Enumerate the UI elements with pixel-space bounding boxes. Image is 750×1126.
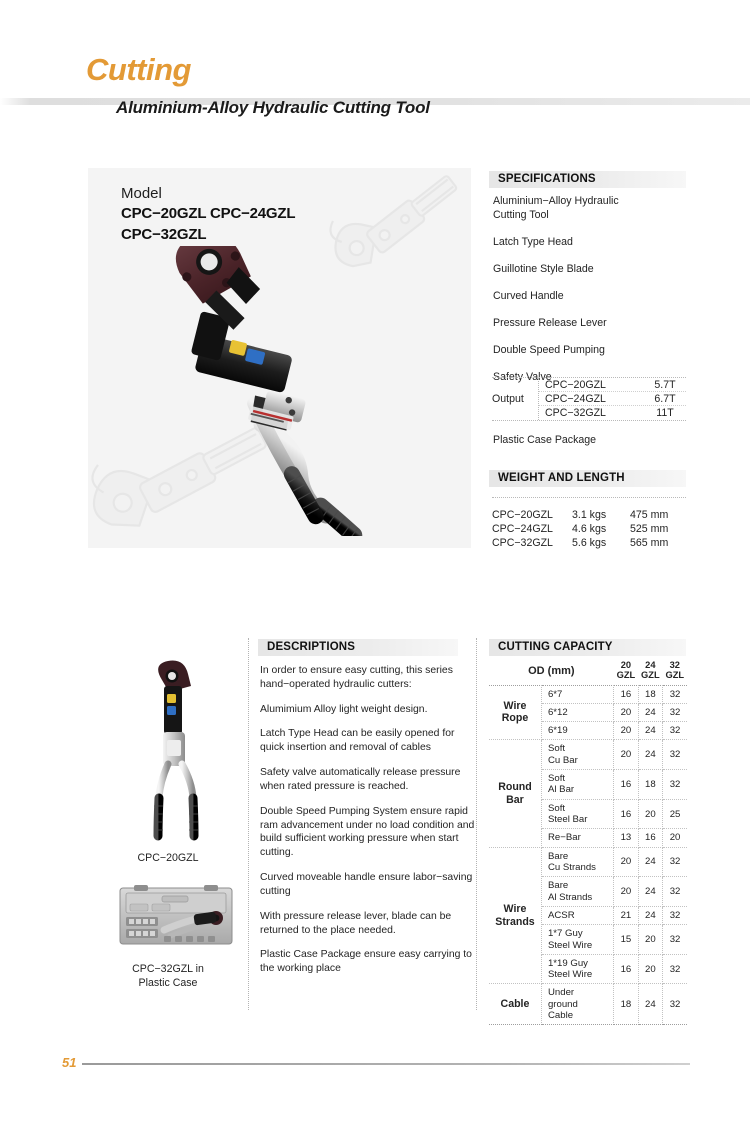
hydraulic-cutter-photo <box>118 246 458 541</box>
cc-value-cell: 16 <box>614 770 638 800</box>
wl-length: 565 mm <box>630 537 669 549</box>
description-paragraph: Plastic Case Package ensure easy carrying to the working place <box>260 949 472 975</box>
plastic-case-photo <box>118 884 234 952</box>
spec-item: Safety Valve <box>493 370 552 383</box>
output-label: Output <box>492 393 524 405</box>
cc-group-label: Round Bar <box>489 740 541 847</box>
output-row <box>539 392 686 406</box>
page-subtitle: Aluminium-Alloy Hydraulic Cutting Tool <box>116 98 430 117</box>
spec-item: Curved Handle <box>493 289 564 302</box>
cc-header-row <box>489 660 687 685</box>
cc-value-cell: 18 <box>638 770 662 800</box>
spec-item: Double Speed Pumping <box>493 343 605 356</box>
cc-model-header: 32 GZL <box>665 660 685 680</box>
cc-value-cell: 24 <box>638 984 662 1025</box>
cc-value-cell: 32 <box>663 685 687 703</box>
weight-length-table <box>492 508 688 550</box>
caption-product-2: CPC−32GZL in Plastic Case <box>132 963 204 990</box>
cc-subtype-label: Bare Cu Strands <box>541 847 613 877</box>
table-row <box>492 508 688 522</box>
page-number: 51 <box>62 1055 77 1070</box>
output-value: 11T <box>656 407 674 419</box>
cc-value-cell: 20 <box>638 954 662 984</box>
cc-value-cell: 32 <box>663 703 687 721</box>
cutting-capacity-heading: CUTTING CAPACITY <box>489 639 686 656</box>
cc-subtype-label: Soft Al Bar <box>541 770 613 800</box>
cc-value-cell: 32 <box>663 722 687 740</box>
table-row <box>489 984 687 1025</box>
description-paragraph: Safety valve automatically release pressure when rated pressure is reached. <box>260 767 461 792</box>
cc-value-cell: 32 <box>663 984 687 1025</box>
cc-subtype-label: Soft Steel Bar <box>541 799 613 829</box>
cc-value-cell: 32 <box>663 954 687 984</box>
cc-value-cell: 32 <box>663 740 687 770</box>
output-model: CPC−32GZL <box>545 407 606 419</box>
cc-group-label: Wire Rope <box>489 685 541 740</box>
weight-length-heading: WEIGHT AND LENGTH <box>489 470 686 487</box>
weight-length-rule <box>492 497 686 498</box>
spec-item: Latch Type Head <box>493 235 573 248</box>
specifications-heading: SPECIFICATIONS <box>489 171 686 188</box>
table-row <box>489 685 687 703</box>
output-model: CPC−24GZL <box>545 392 606 405</box>
model-word: Model <box>121 185 162 202</box>
cc-value-cell: 24 <box>638 877 662 907</box>
column-divider-left <box>248 638 249 1010</box>
wl-model: CPC−24GZL <box>492 523 553 535</box>
cc-subtype-label: 6*19 <box>541 722 613 740</box>
cc-value-cell: 20 <box>663 829 687 847</box>
description-paragraph: Double Speed Pumping System ensure rapid ram advancement under no load condition and build sufficient working pressure when start cutting. <box>260 805 475 859</box>
cc-value-cell: 18 <box>614 984 638 1025</box>
output-row <box>539 378 686 392</box>
cc-value-cell: 32 <box>663 925 687 955</box>
cc-value-cell: 15 <box>614 925 638 955</box>
caption-product-1: CPC−20GZL <box>137 852 199 864</box>
cc-subtype-label: Bare Al Strands <box>541 877 613 907</box>
cc-subtype-label: Re−Bar <box>541 829 613 847</box>
model-codes-line-1: CPC−20GZL CPC−24GZL <box>121 205 296 223</box>
spec-item: Pressure Release Lever <box>493 316 607 329</box>
wl-weight: 4.6 kgs <box>572 523 607 535</box>
product-photo-panel <box>88 168 471 548</box>
cc-value-cell: 20 <box>614 722 638 740</box>
spec-item-plastic-case: Plastic Case Package <box>493 434 597 446</box>
cc-value-cell: 13 <box>614 829 638 847</box>
cc-value-cell: 24 <box>638 740 662 770</box>
cc-subtype-label: 6*7 <box>541 685 613 703</box>
cc-model-header: 24 GZL <box>641 660 660 680</box>
cc-value-cell: 20 <box>614 877 638 907</box>
product-photo-small <box>138 660 218 855</box>
cc-value-cell: 32 <box>663 770 687 800</box>
cc-value-cell: 20 <box>638 925 662 955</box>
wl-length: 525 mm <box>630 523 669 535</box>
table-row <box>492 536 688 550</box>
cc-subtype-label: 1*19 Guy Steel Wire <box>541 954 613 984</box>
cc-subtype-label: 1*7 Guy Steel Wire <box>541 925 613 955</box>
cc-value-cell: 20 <box>614 847 638 877</box>
cc-value-cell: 32 <box>663 877 687 907</box>
descriptions-list <box>260 664 478 987</box>
cc-value-cell: 25 <box>663 799 687 829</box>
cc-value-cell: 16 <box>614 685 638 703</box>
specifications-list <box>493 195 689 398</box>
cc-subtype-label: Under ground Cable <box>541 984 613 1025</box>
model-label-block <box>121 184 295 245</box>
description-paragraph: Curved moveable handle ensure labor−saving cutting <box>260 872 473 897</box>
cc-model-header: 20 GZL <box>616 660 636 680</box>
cc-value-cell: 24 <box>638 703 662 721</box>
cc-group-label: Cable <box>489 984 541 1025</box>
table-row <box>492 522 688 536</box>
cc-value-cell: 16 <box>638 829 662 847</box>
cc-value-cell: 32 <box>663 847 687 877</box>
model-codes-line-2: CPC−32GZL <box>121 225 207 243</box>
cc-group-label: Wire Strands <box>489 847 541 984</box>
output-row <box>539 406 686 420</box>
footer-rule <box>82 1063 690 1065</box>
cc-value-cell: 16 <box>614 954 638 984</box>
description-paragraph: Alumimium Alloy light weight design. <box>260 703 428 715</box>
description-paragraph: With pressure release lever, blade can be returned to the place needed. <box>260 910 452 936</box>
table-row <box>489 740 687 770</box>
cc-value-cell: 24 <box>638 906 662 924</box>
cc-od-header: OD (mm) <box>528 665 575 678</box>
cc-value-cell: 20 <box>614 703 638 721</box>
descriptions-heading: DESCRIPTIONS <box>258 639 458 656</box>
cc-value-cell: 20 <box>614 740 638 770</box>
cc-subtype-label: ACSR <box>541 906 613 924</box>
description-paragraph: Latch Type Head can be easily opened for quick insertion and removal of cables <box>260 728 455 754</box>
wl-weight: 3.1 kgs <box>572 509 607 521</box>
table-row <box>489 847 687 877</box>
output-model: CPC−20GZL <box>545 378 606 391</box>
cc-value-cell: 20 <box>638 799 662 829</box>
spec-item: Aluminium−Alloy Hydraulic Cutting Tool <box>493 195 619 221</box>
output-table <box>492 377 686 421</box>
spec-item: Guillotine Style Blade <box>493 262 594 275</box>
cc-subtype-label: 6*12 <box>541 703 613 721</box>
cutting-capacity-table <box>489 660 687 1025</box>
cc-value-cell: 16 <box>614 799 638 829</box>
cc-value-cell: 32 <box>663 906 687 924</box>
cc-value-cell: 18 <box>638 685 662 703</box>
wl-model: CPC−20GZL <box>492 509 553 521</box>
page-title: Cutting <box>86 52 191 87</box>
wl-model: CPC−32GZL <box>492 537 553 549</box>
cc-value-cell: 21 <box>614 906 638 924</box>
cc-value-cell: 24 <box>638 847 662 877</box>
wl-length: 475 mm <box>630 509 669 521</box>
output-value: 6.7T <box>654 392 676 405</box>
wl-weight: 5.6 kgs <box>572 537 607 549</box>
cc-subtype-label: Soft Cu Bar <box>541 740 613 770</box>
description-paragraph: In order to ensure easy cutting, this series hand−operated hydraulic cutters: <box>260 665 453 690</box>
cc-value-cell: 24 <box>638 722 662 740</box>
output-value: 5.7T <box>654 378 676 391</box>
